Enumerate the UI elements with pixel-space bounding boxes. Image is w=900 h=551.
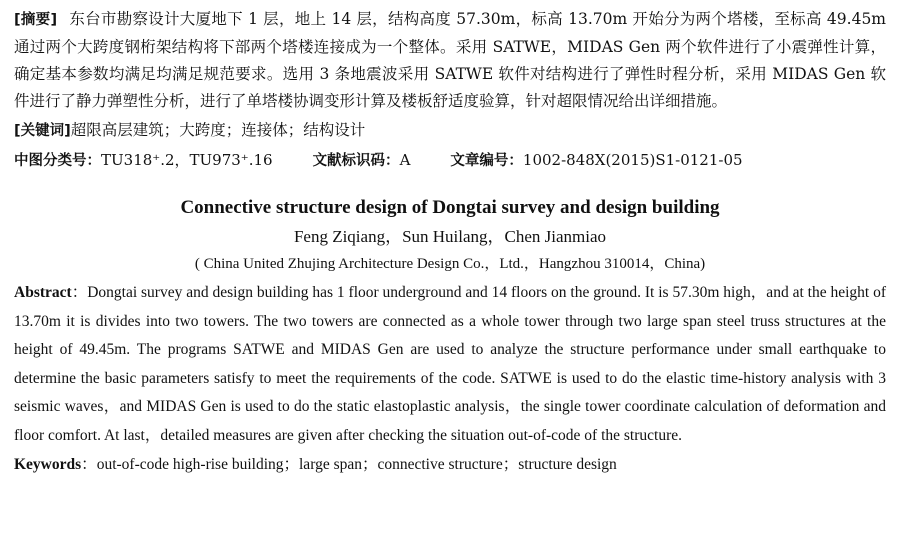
english-keywords-text: out-of-code high-rise building；large span；connective structure；structure design (96, 456, 617, 473)
doc-code-label: 文献标识码： (312, 153, 400, 169)
english-title: Connective structure design of Dongtai survey and design building (180, 197, 720, 218)
article-number-value: 1002-848X(2015)S1-0121-05 (522, 151, 743, 169)
english-abstract-text: Dongtai survey and design building has 1 floor underground and 14 floors on the ground. It is 57.30m high，and at the height of 13.70m it is divides into two towers. The two towers are connected as a whole tower through two large span steel truss structures at the height of 49.45m. The programs SATWE and MIDAS Gen are used to analyze the structure performance under small earthquake to determine the basic parameters satisfy to meet the requirements of the code. SATWE is used to do the elastic time-history analysis with 3 seismic waves，and MIDAS Gen is used to do the static elastoplastic analysis，the single tower coordinate calculation of deformation and floor comfort. At last，detailed measures are given after checking the situation out-of-code of the structure. (14, 284, 886, 444)
chinese-abstract (14, 6, 886, 115)
english-keywords-separator: ： (81, 456, 97, 473)
english-abstract-separator: ： (71, 284, 88, 301)
english-abstract-label: Abstract (14, 284, 72, 301)
english-keywords (14, 452, 886, 478)
clc-label: 中图分类号： (14, 153, 101, 169)
english-authors: Feng Ziqiang，Sun Huilang，Chen Jianmiao (293, 227, 607, 246)
chinese-keywords (14, 117, 886, 144)
chinese-keywords-label: [关键词] (14, 123, 71, 139)
chinese-abstract-text: 东台市勘察设计大厦地下 1 层，地上 14 层，结构高度 57.30m，标高 13.70m 开始分为两个塔楼，至标高 49.45m 通过两个大跨度钢桁架结构将下部两个塔楼连接成为一个整体。采用 SATWE，MIDAS Gen 两个软件进行了小震弹性计算，确定基本参数均满足均满足规范要求。选用 3 条地震波采用 SATWE 软件对结构进行了弹性时程分析，采用 MIDAS Gen 软件进行了静力弹塑性分析，进行了单塔楼协调变形计算及楼板舒适度验算，针对超限情况给出详细措施。 (14, 10, 886, 110)
clc-value: TU318⁺.2，TU973⁺.16 (101, 151, 273, 169)
english-abstract (14, 279, 886, 450)
chinese-keywords-text: 超限高层建筑；大跨度；连接体；结构设计 (70, 121, 366, 139)
english-affiliation: ( China United Zhujing Architecture Design Co.，Ltd.，Hangzhou 310014，China) (194, 256, 706, 272)
english-keywords-label: Keywords (14, 456, 82, 473)
chinese-abstract-label: [摘要] (14, 12, 58, 28)
classification-line (14, 148, 886, 173)
doc-code-value: A (399, 151, 411, 169)
article-number-label: 文章编号： (450, 153, 523, 169)
